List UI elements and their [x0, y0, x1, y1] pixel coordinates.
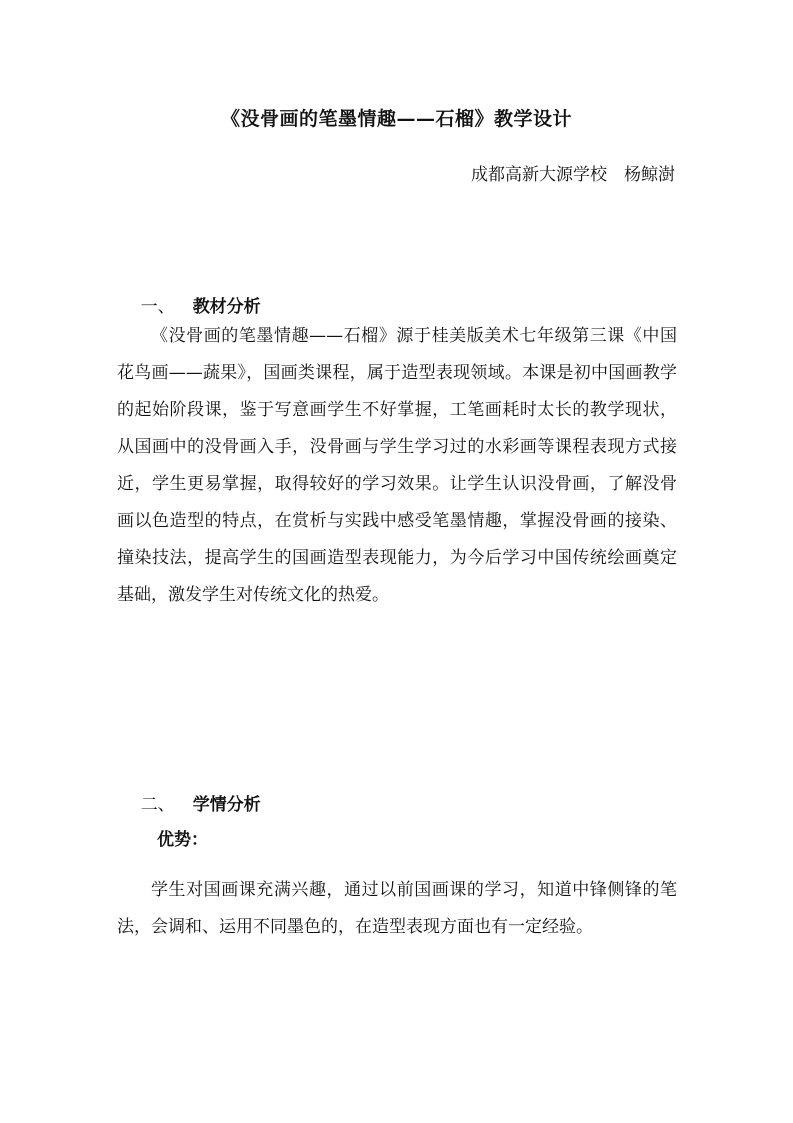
section-paragraph-1: 《没骨画的笔墨情趣——石榴》源于桂美版美术七年级第三课《中国花鸟画——蔬果》，国画类课程，属于造型表现领域。本课是初中国画教学的起始阶段课，鉴于写意画学生不好掌握，工笔画耗时太长的教学现状，从国画中的没骨画入手，没骨画与学生学习过的水彩画等课程表现方式接近，学生更易掌握，取得较好的学习效果。让学生认识没骨画，了解没骨画以色造型的特点，在赏析与实践中感受笔墨情趣，掌握没骨画的接染、撞染技法，提高学生的国画造型表现能力，为今后学习中国传统绘画奠定基础，激发学生对传统文化的热爱。 [117, 326, 677, 605]
section-number-2: 二、 [140, 795, 175, 815]
section-paragraph-2: 学生对国画课充满兴趣，通过以前国画课的学习，知道中锋侧锋的笔法，会调和、运用不同墨色的，在造型表现方面也有一定经验。 [117, 880, 677, 937]
author-line: 成都高新大源学校 杨鲸澍 [471, 165, 675, 185]
section-title-1: 教材分析 [192, 297, 261, 317]
subheading-advantages: 优势： [157, 830, 208, 850]
section-title-2: 学情分析 [192, 795, 261, 815]
section-number-1: 一、 [140, 297, 175, 317]
document-title: 《没骨画的笔墨情趣——石榴》教学设计 [220, 108, 572, 130]
